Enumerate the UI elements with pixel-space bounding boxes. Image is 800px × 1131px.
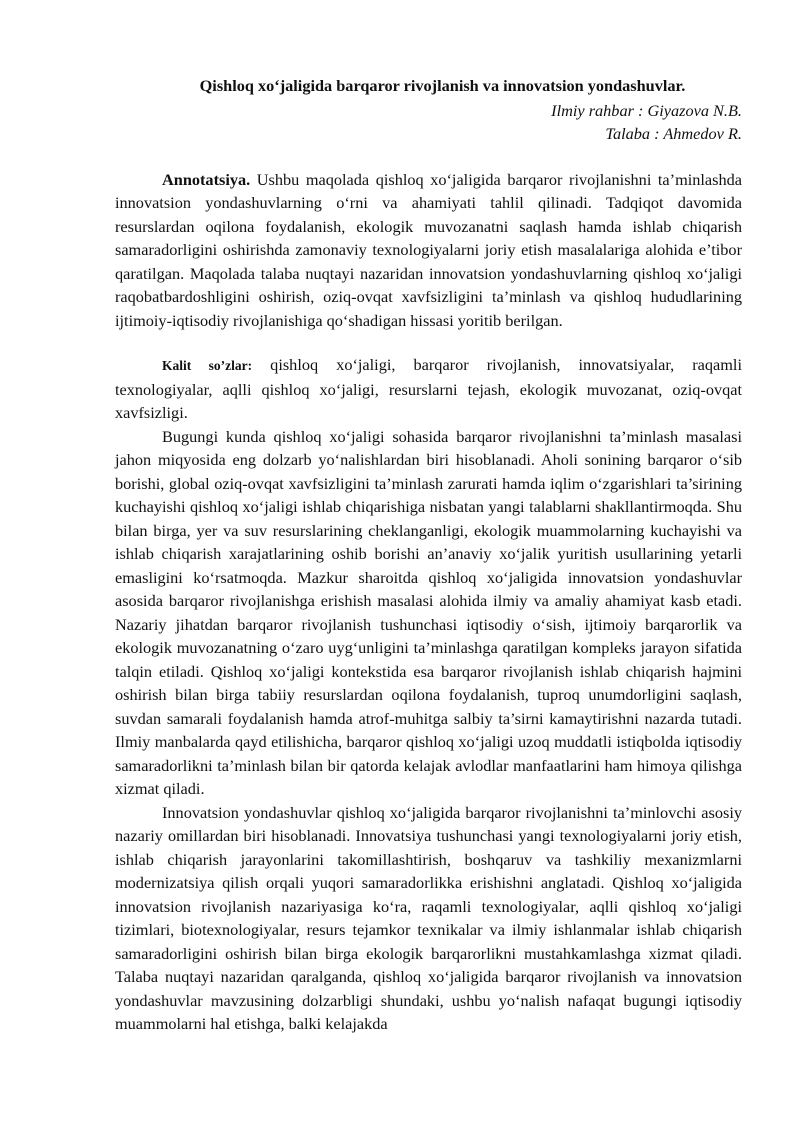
abstract-text: Ushbu maqolada qishloq xo‘jaligida barqaror rivojlanishni ta’minlashda innovatsion yondashuvlarning o‘rni va ahamiyati tahlil qilinadi. Tadqiqot davomida resurslardan oqilona foydalanish, ekologik muvozanatni saqlash hamda ishlab chiqarish samaradorligini oshirishda zamonaviy texnologiyalarni joriy etish masalalariga alohida e’tibor qaratilgan. Maqolada talaba nuqtayi nazaridan innovatsion yondashuvlarning qishloq xo‘jaligi raqobatbardoshligini oshirish, oziq-ovqat xavfsizligini ta’minlash va qishloq hududlarining ijtimoiy-iqtisodiy rivojlanishiga qo‘shadigan hissasi yoritib berilgan. [115,169,742,330]
keywords-label: Kalit so’zlar: [162,358,253,373]
body-paragraph-1: Bugungi kunda qishloq xo‘jaligi sohasida barqaror rivojlanishni ta’minlash masalasi jahon miqyosida eng dolzarb yo‘nalishlardan biri hisoblanadi. Aholi sonining barqaror o‘sib borishi, global oziq-ovqat xavfsizligini ta’minlash zarurati hamda iqlim o‘zgarishlari ta’sirining kuchayishi qishloq xo‘jaligi ishlab chiqarishiga nisbatan yangi talablarni shakllantirmoqda. Shu bilan birga, yer va suv resurslarining cheklanganligi, ekologik muammolarning kuchayishi va ishlab chiqarish xarajatlarining oshib borishi an’anaviy xo‘jalik yuritish usullarining yetarli emasligini ko‘rsatmoqda. Mazkur sharoitda qishloq xo‘jaligida innovatsion yondashuvlar asosida barqaror rivojlanishga erishish masalasi alohida ilmiy va amaliy ahamiyat kasb etadi. Nazariy jihatdan barqaror rivojlanish tushunchasi iqtisodiy o‘sish, ijtimoiy barqarorlik va ekologik muvozanatning o‘zaro uyg‘unligini ta’minlashga qaratilgan kompleks jarayon sifatida talqin etiladi. Qishloq xo‘jaligi kontekstida esa barqaror rivojlanish ishlab chiqarish hajmini oshirish bilan birga tabiiy resurslardan oqilona foydalanish, tuproq unumdorligini saqlash, suvdan samarali foydalanish hamda atrof-muhitga salbiy ta’sirni kamaytirishni nazarda tutadi. Ilmiy manbalarda qayd etilishicha, barqaror qishloq xo‘jaligi uzoq muddatli istiqbolda iqtisodiy samaradorlikni ta’minlash bilan bir qatorda kelajak avlodlar manfaatlarini ham himoya qilishga xizmat qiladi. [115,426,742,798]
keywords-paragraph [115,353,742,425]
abstract-label: Annotatsiya. [162,169,251,189]
keywords-text: qishloq xo‘jaligi, barqaror rivojlanish, innovatsiyalar, raqamli texnologiyalar, aqlli qishloq xo‘jaligi, resurslarni tejash, ekologik muvozanat, oziq-ovqat xavfsizligi. [115,355,742,422]
abstract-paragraph [115,168,742,333]
document-page [115,74,742,1036]
supervisor-line: Ilmiy rahbar : Giyazova N.B. [551,100,742,120]
student-line: Talaba : Ahmedov R. [605,124,742,143]
body-paragraph-2: Innovatsion yondashuvlar qishloq xo‘jaligida barqaror rivojlanishni ta’minlovchi asosiy nazariy omillardan biri hisoblanadi. Innovatsiya tushunchasi yangi texnologiyalarni joriy etish, ishlab chiqarish jarayonlarini takomillashtirish, boshqaruv va tashkiliy mexanizmlarni modernizatsiya qilish orqali yuqori samaradorlikka erishishni anglatadi. Qishloq xo‘jaligida innovatsion rivojlanish nazariyasiga ko‘ra, raqamli texnologiyalar, aqlli qishloq xo‘jaligi tizimlari, biotexnologiyalar, resurs tejamkor texnikalar va ilmiy ishlanmalar ishlab chiqarish samaradorligini oshirish bilan birga ekologik barqarorlikni mustahkamlashga xizmat qiladi. Talaba nuqtayi nazaridan qaralganda, qishloq xo‘jaligida barqaror rivojlanish va innovatsion yondashuvlar mavzusining dolzarbligi shundaki, ushbu yo‘nalish nafaqat bugungi iqtisodiy muammolarni hal etishga, balki kelajakda [115,802,742,1033]
document-title: Qishloq xo‘jaligida barqaror rivojlanish va innovatsion yondashuvlar. [199,76,686,95]
